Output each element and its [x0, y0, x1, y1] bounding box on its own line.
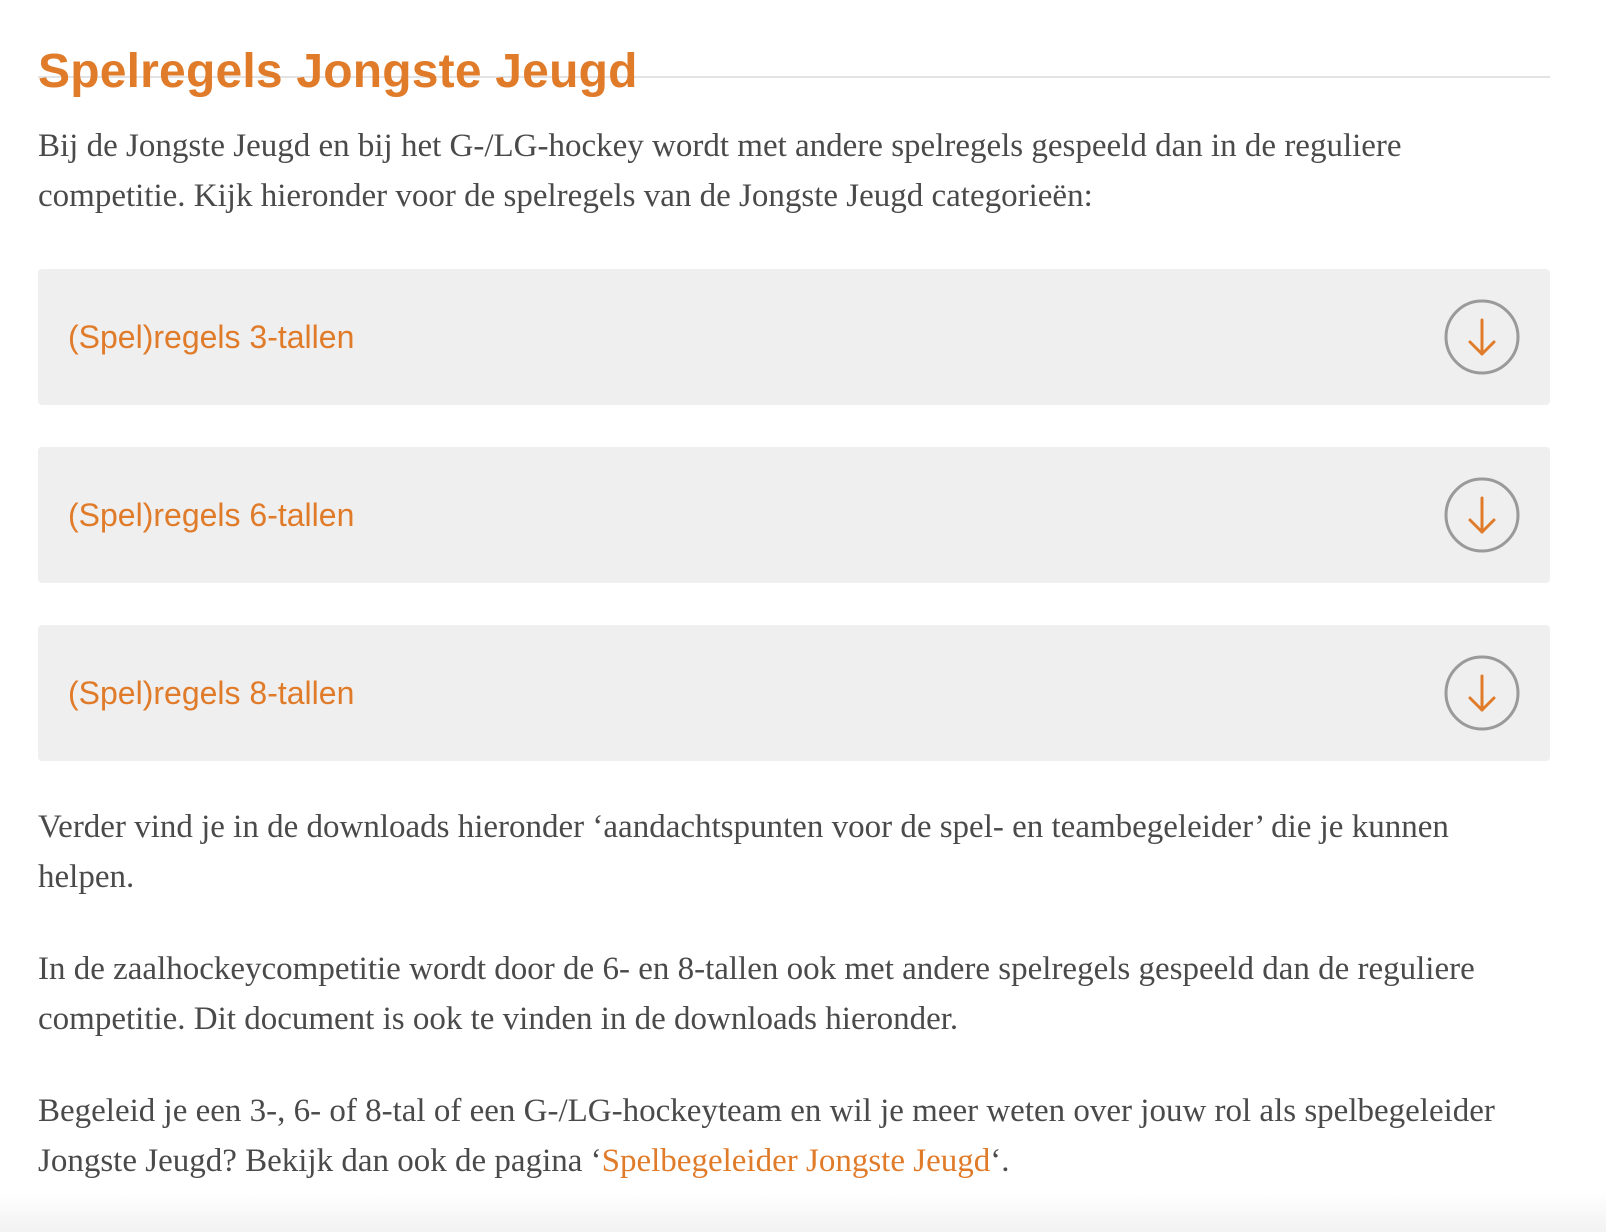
- spelbegeleider-paragraph: [38, 1086, 1550, 1186]
- bottom-fade: [0, 1192, 1606, 1232]
- accordion-item-8-tallen[interactable]: [38, 625, 1550, 761]
- spelbegeleider-text: Begeleid je een 3-, 6- of 8-tal of een G-/LG-hockeyteam en wil je meer weten over jouw rol als spelbegeleider Jongste Jeugd? Bekijk dan ook de pagina ‘: [38, 1093, 1495, 1179]
- page-title: Spelregels Jongste Jeugd: [38, 45, 638, 98]
- spelbegeleider-link[interactable]: Spelbegeleider Jongste Jeugd: [601, 1143, 991, 1179]
- arrow-down-circle-icon[interactable]: [1444, 299, 1520, 375]
- arrow-down-circle-icon[interactable]: [1444, 655, 1520, 731]
- intro-paragraph: Bij de Jongste Jeugd en bij het G-/LG-hockey wordt met andere spelregels gespeeld dan in de reguliere competitie. Kijk hieronder voor de spelregels van de Jongste Jeugd categorieën:: [38, 128, 1402, 214]
- accordion-label: (Spel)regels 8-tallen: [68, 675, 355, 711]
- accordion-item-6-tallen[interactable]: [38, 447, 1550, 583]
- accordion-label: (Spel)regels 3-tallen: [68, 319, 355, 355]
- accordion-item-3-tallen[interactable]: [38, 269, 1550, 405]
- spelbegeleider-text-end: ‘.: [990, 1143, 1010, 1179]
- accordion-label: (Spel)regels 6-tallen: [68, 497, 355, 533]
- accordion: [38, 269, 1550, 761]
- downloads-paragraph: Verder vind je in de downloads hieronder ‘aandachtspunten voor de spel- en teambegeleider’ die je kunnen helpen.: [38, 809, 1449, 895]
- zaalhockey-paragraph: In de zaalhockeycompetitie wordt door de 6- en 8-tallen ook met andere spelregels gespeeld dan de reguliere competitie. Dit document is ook te vinden in de downloads hieronder.: [38, 951, 1475, 1037]
- arrow-down-circle-icon[interactable]: [1444, 477, 1520, 553]
